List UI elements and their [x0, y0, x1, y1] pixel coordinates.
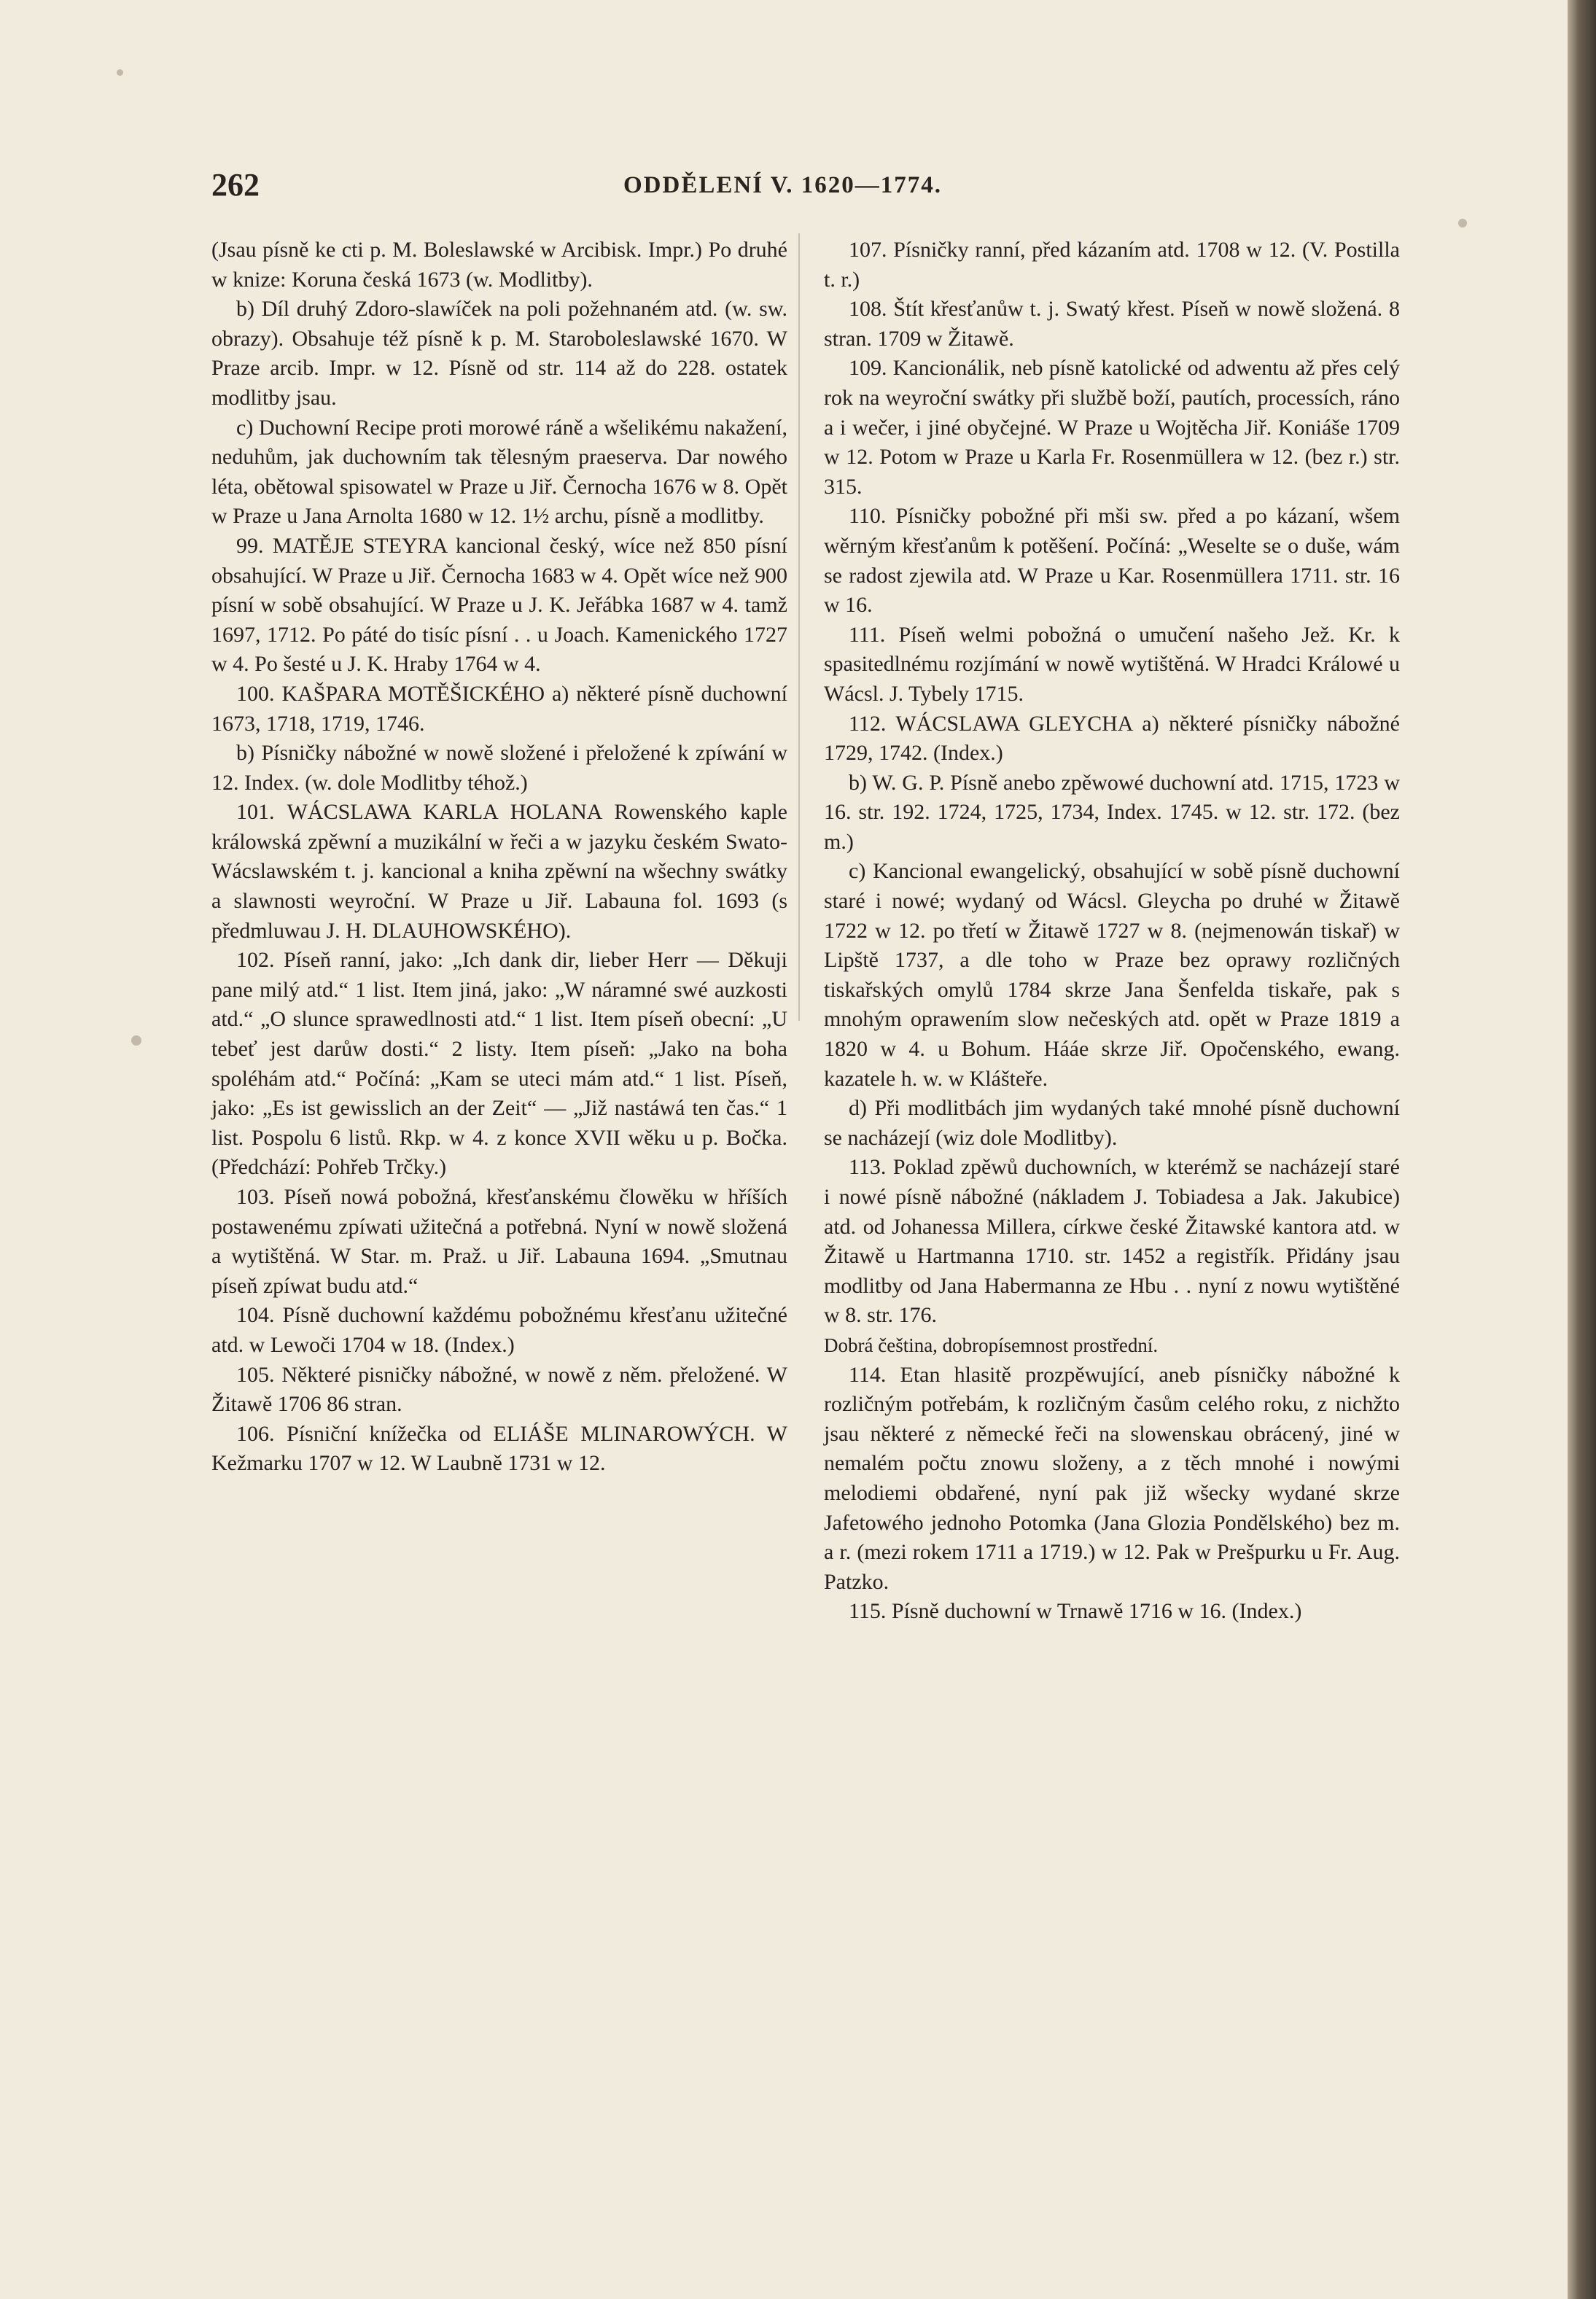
catalog-entry: 110. Písničky pobožné při mši sw. před a po kázaní, wšem wěrným křesťanům k potěšení. Počíná: „Weselte se o duše, wám se radost zjewila atd. W Praze u Kar. Rosenmüllera 1711. str. 16 w 16. — [824, 504, 1400, 618]
catalog-entry: b) W. G. P. Písně anebo zpěwowé duchowní atd. 1715, 1723 w 16. str. 192. 1724, 1725, 1734, Index. 1745. w 12. str. 172. (bez m.) — [824, 770, 1400, 854]
catalog-entry: 113. Poklad zpěwů duchowních, w kterémž se nacházejí staré i nowé písně nábožné (nákladem J. Tobiadesa a Jak. Jakubice) atd. od Johanessa Millera, církwe české Žitawské kantora atd. w Žitawě u Hartmanna 1710. str. 1452 a registřík. Přidány jsau modlitby od Jana Habermanna ze Hbu . . nyní z nowu wytištěné w 8. str. 176. — [824, 1155, 1400, 1328]
catalog-entry: 115. Písně duchowní w Trnawě 1716 w 16. (Index.) — [849, 1599, 1302, 1624]
catalog-entry: c) Duchowní Recipe proti morowé ráně a wšelikému nakažení, neduhům, jak duchowním tak tělesným praeserva. Dar nowého léta, obětowal spisowatel w Praze u Jiř. Černocha 1676 w 8. Opět w Praze u Jana Arnolta 1680 w 12. 1½ archu, písně a modlitby. — [211, 415, 787, 529]
catalog-entry: 102. Píseň ranní, jako: „Ich dank dir, lieber Herr — Děkuji pane milý atd.“ 1 list. Item jiná, jako: „W náramné swé auzkosti atd.“ „O slunce sprawedlnosti atd.“ 1 list. Item píseň obecní: „U tebeť jest darůw dosti.“ 2 listy. Item píseň: „Jako na boha spoléhám atd.“ Počíná: „Kam se uteci mám atd.“ 1 list. Píseň, jako: „Es ist gewisslich an der Zeit“ — „Již nastáwá ten čas.“ 1 list. Pospolu 6 listů. Rkp. w 4. z konce XVII wěku u p. Bočka. (Předchází: Pohřeb Trčky.) — [211, 948, 787, 1180]
catalog-entry: 112. WÁCSLAWA GLEYCHA a) některé písničky nábožné 1729, 1742. (Index.) — [824, 711, 1400, 766]
catalog-entry: 109. Kancionálik, neb písně katolické od adwentu až přes celý rok na weyroční swátky při službě boží, pautích, processích, ráno a i wečer, i jiné obyčejné. W Praze u Wojtěcha Jiř. Koniáše 1709 w 12. Potom w Praze u Karla Fr. Rosenmüllera w 12. (bez r.) str. 315. — [824, 356, 1400, 499]
paper-spot — [131, 1035, 141, 1046]
catalog-entry: 100. KAŠPARA MOTĚŠICKÉHO a) některé písně duchowní 1673, 1718, 1719, 1746. — [211, 681, 787, 736]
page-edge — [1568, 0, 1596, 2299]
catalog-entry: c) Kancional ewangelický, obsahující w sobě písně duchowní staré i nowé; wydaný od Wácsl. Gleycha po druhé w Žitawě 1722 w 12. po třetí w Žitawě 1727 w 8. (nejmenowán tiskař) w Lipště 1737, a dle toho w Praze bez oprawy rozličných tiskařských omylů 1784 skrze Jana Šenfelda tiskaře, pak s mnohým oprawením slow nečeských atd. opět w Praze 1819 a 1820 w 4. u Bohum. Hááe skrze Jiř. Opočenského, ewang. kazatele h. w. w Klášteře. — [824, 859, 1400, 1091]
catalog-entry: 104. Písně duchowní každému pobožnému křesťanu užitečné atd. w Lewoči 1704 w 18. (Index.) — [211, 1303, 787, 1357]
page-number: 262 — [211, 167, 260, 203]
catalog-entry: b) Díl druhý Zdoro-slawíček na poli požehnaném atd. (w. sw. obrazy). Obsahuje též písně k p. M. Staroboleslawské 1670. W Praze arcib. Impr. w 12. Písně od str. 114 až do 228. ostatek modlitby jsau. — [211, 297, 787, 410]
paper-spot — [117, 69, 123, 76]
catalog-entry: 108. Štít křesťanůw t. j. Swatý křest. Píseň w nowě složená. 8 stran. 1709 w Žitawě. — [824, 297, 1400, 351]
catalog-entry: (Jsau písně ke cti p. M. Boleslawské w Arcibisk. Impr.) Po druhé w knize: Koruna česká 1673 (w. Modlitby). — [211, 238, 787, 292]
catalog-entry: 103. Píseň nowá pobožná, křesťanskému člowěku w hříších postawenému zpíwati užitečná a potřebná. Nyní w nowě složená a wytištěná. W Star. m. Praž. u Jiř. Labauna 1694. „Smutnau píseň zpíwat budu atd.“ — [211, 1185, 787, 1298]
catalog-entry: 106. Písniční knížečka od ELIÁŠE MLINAROWÝCH. W Kežmarku 1707 w 12. W Laubně 1731 w 12. — [211, 1421, 787, 1476]
column-divider — [798, 233, 800, 1021]
catalog-entry: d) Při modlitbách jim wydaných také mnohé písně duchowní se nacházejí (wiz dole Modlitby). — [824, 1096, 1400, 1150]
catalog-entry: 101. WÁCSLAWA KARLA HOLANA Rowenského kaple králowská zpěwní a muzikální w řeči a w jazyku českém Swato-Wácslawském t. j. kancional a kniha zpěwní na wšechny swátky a slawnosti weyroční. W Praze u Jiř. Labauna fol. 1693 (s předmluwau J. H. DLAUHOWSKÉHO). — [211, 800, 787, 943]
catalog-entry: b) Písničky nábožné w nowě složené i přeložené k zpíwání w 12. Index. (w. dole Modlitby téhož.) — [211, 741, 787, 795]
catalog-entry: 111. Píseň welmi pobožná o umučení našeho Jež. Kr. k spasitedlnému rozjímání w nowě wytištěná. W Hradci Králowé u Wácsl. J. Tybely 1715. — [824, 622, 1400, 706]
catalog-entry: 105. Některé pisničky nábožné, w nowě z něm. přeložené. W Žitawě 1706 86 stran. — [211, 1362, 787, 1417]
running-title: ODDĚLENÍ V. 1620—1774. — [623, 172, 943, 198]
paper-spot — [1458, 219, 1467, 227]
catalog-entry: 99. MATĚJE STEYRA kancional český, wíce než 850 písní obsahující. W Praze u Jiř. Černocha 1683 w 4. Opět wíce než 900 písní w sobě obsahující. W Praze u J. K. Jeřábka 1687 w 4. tamž 1697, 1712. Po páté do tisíc písní . . u Joach. Kamenického 1727 w 4. Po šesté u J. K. Hraby 1764 w 4. — [211, 533, 787, 677]
catalog-entry: 107. Písničky ranní, před kázaním atd. 1708 w 12. (V. Postilla t. r.) — [824, 238, 1400, 292]
page-header — [211, 166, 1451, 210]
catalog-entry: 114. Etan hlasitě prozpěwující, aneb písničky nábožné k rozličným potřebám, k rozličným časům celého roku, z nichžto jsau některé z německé řeči na slowenskau obrácený, jiné w nemalém počtu znowu složeny, a z těch mnohé i nowými melodiemi obdařené, nyní pak již wšecky wydané skrze Jafetowého jednoho Potomka (Jana Glozia Pondělského) bez m. a r. (mezi rokem 1711 a 1719.) w 12. Pak w Prešpurku u Fr. Aug. Patzko. — [824, 1362, 1400, 1594]
right-column — [824, 236, 1400, 1627]
catalog-entry: Dobrá čeština, dobropísemnost prostřední. — [824, 1334, 1159, 1356]
left-column — [211, 236, 787, 1479]
